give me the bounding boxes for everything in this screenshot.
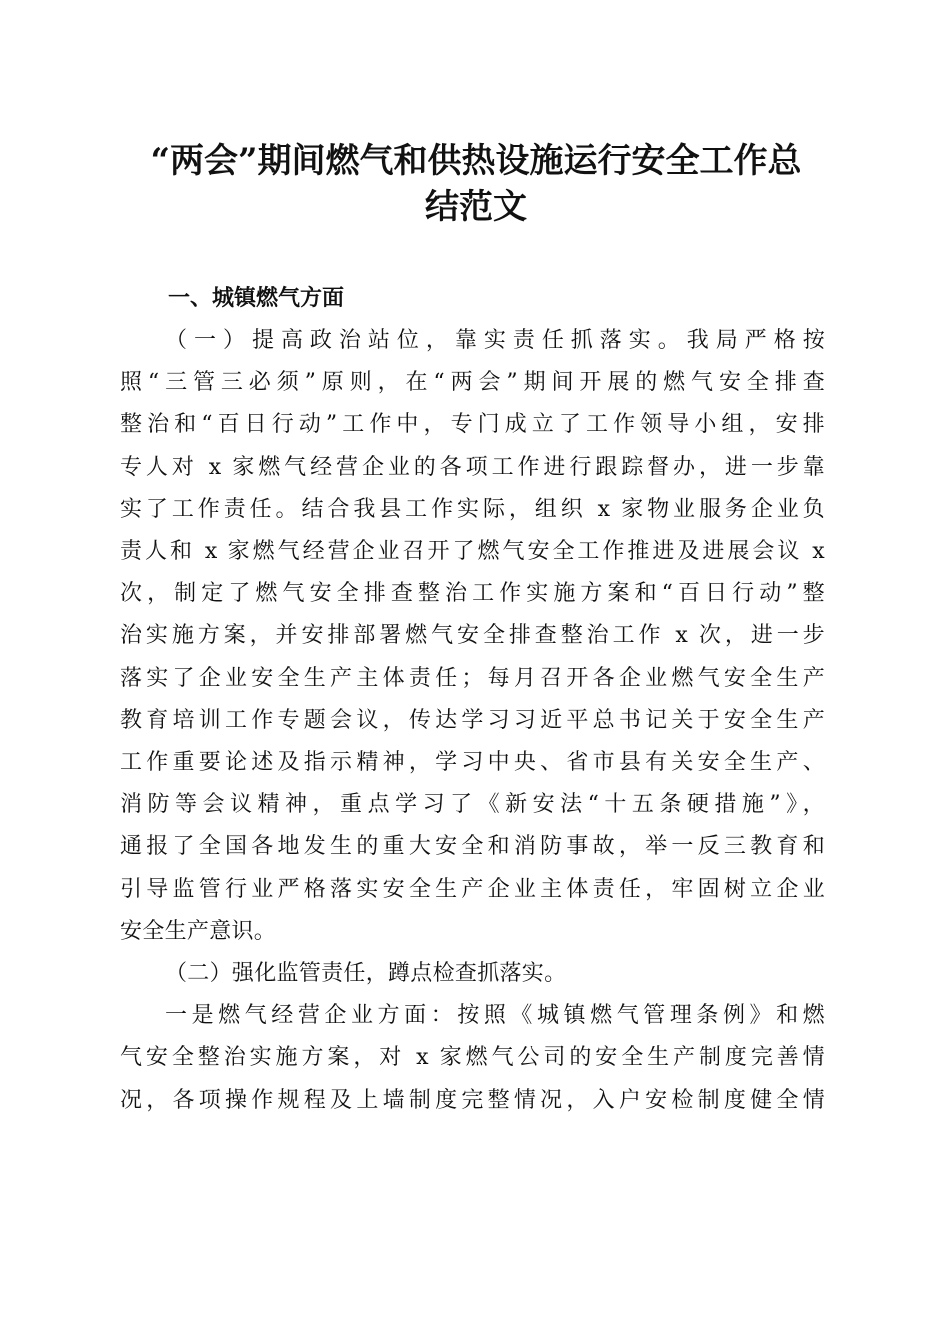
paragraph-1 — [120, 320, 825, 953]
paragraph-1-line: 次，制定了燃气安全排查整治工作实施方案和“百日行动”整 — [120, 581, 825, 607]
paragraph-3-line: 况，各项操作规程及上墙制度完整情况，入户安检制度健全情 — [120, 1087, 825, 1113]
paragraph-1-line: 通报了全国各地发生的重大安全和消防事故，举一反三教育和 — [120, 834, 825, 860]
document-title — [120, 138, 832, 230]
paragraph-1-line: 安全生产意识。 — [120, 918, 277, 944]
paragraph-1-line: 治实施方案，并安排部署燃气安全排查整治工作 x 次，进一步 — [120, 623, 825, 649]
paragraph-1-line: （一）提高政治站位，靠实责任抓落实。我局严格按 — [165, 328, 825, 353]
paragraph-1-line: 落实了企业安全生产主体责任；每月召开各企业燃气安全生产 — [120, 665, 825, 691]
paragraph-3 — [120, 995, 825, 1122]
title-line-1: “两会”期间燃气和供热设施运行安全工作总 — [150, 141, 802, 181]
paragraph-2 — [120, 953, 825, 995]
document-body — [120, 278, 825, 1122]
paragraph-1-line: 消防等会议精神，重点学习了《新安法“十五条硬措施”》， — [120, 792, 825, 818]
paragraph-1-line: 整治和“百日行动”工作中，专门成立了工作领导小组，安排 — [120, 412, 825, 438]
paragraph-1-line: 工作重要论述及指示精神，学习中央、省市县有关安全生产、 — [120, 750, 825, 776]
paragraph-1-line: 专人对 x 家燃气经营企业的各项工作进行跟踪督办，进一步靠 — [120, 454, 825, 480]
paragraph-1-line: 引导监管行业严格落实安全生产企业主体责任，牢固树立企业 — [120, 876, 825, 902]
paragraph-1-line: 责人和 x 家燃气经营企业召开了燃气安全工作推进及进展会议 x — [120, 539, 825, 565]
paragraph-1-line: 教育培训工作专题会议，传达学习习近平总书记关于安全生产 — [120, 707, 825, 733]
title-line-2: 结范文 — [425, 187, 527, 227]
paragraph-3-line: 气安全整治实施方案，对 x 家燃气公司的安全生产制度完善情 — [120, 1045, 825, 1071]
paragraph-3-line: 一是燃气经营企业方面：按照《城镇燃气管理条例》和燃 — [165, 1003, 825, 1029]
paragraph-1-line: 实了工作责任。结合我县工作实际，组织 x 家物业服务企业负 — [120, 496, 825, 522]
section-heading: 一、城镇燃气方面 — [168, 286, 345, 311]
paragraph-1-line: 照“三管三必须”原则，在“两会”期间开展的燃气安全排查 — [120, 370, 825, 396]
paragraph-2-line: （二）强化监管责任，蹲点检查抓落实。 — [165, 961, 567, 987]
